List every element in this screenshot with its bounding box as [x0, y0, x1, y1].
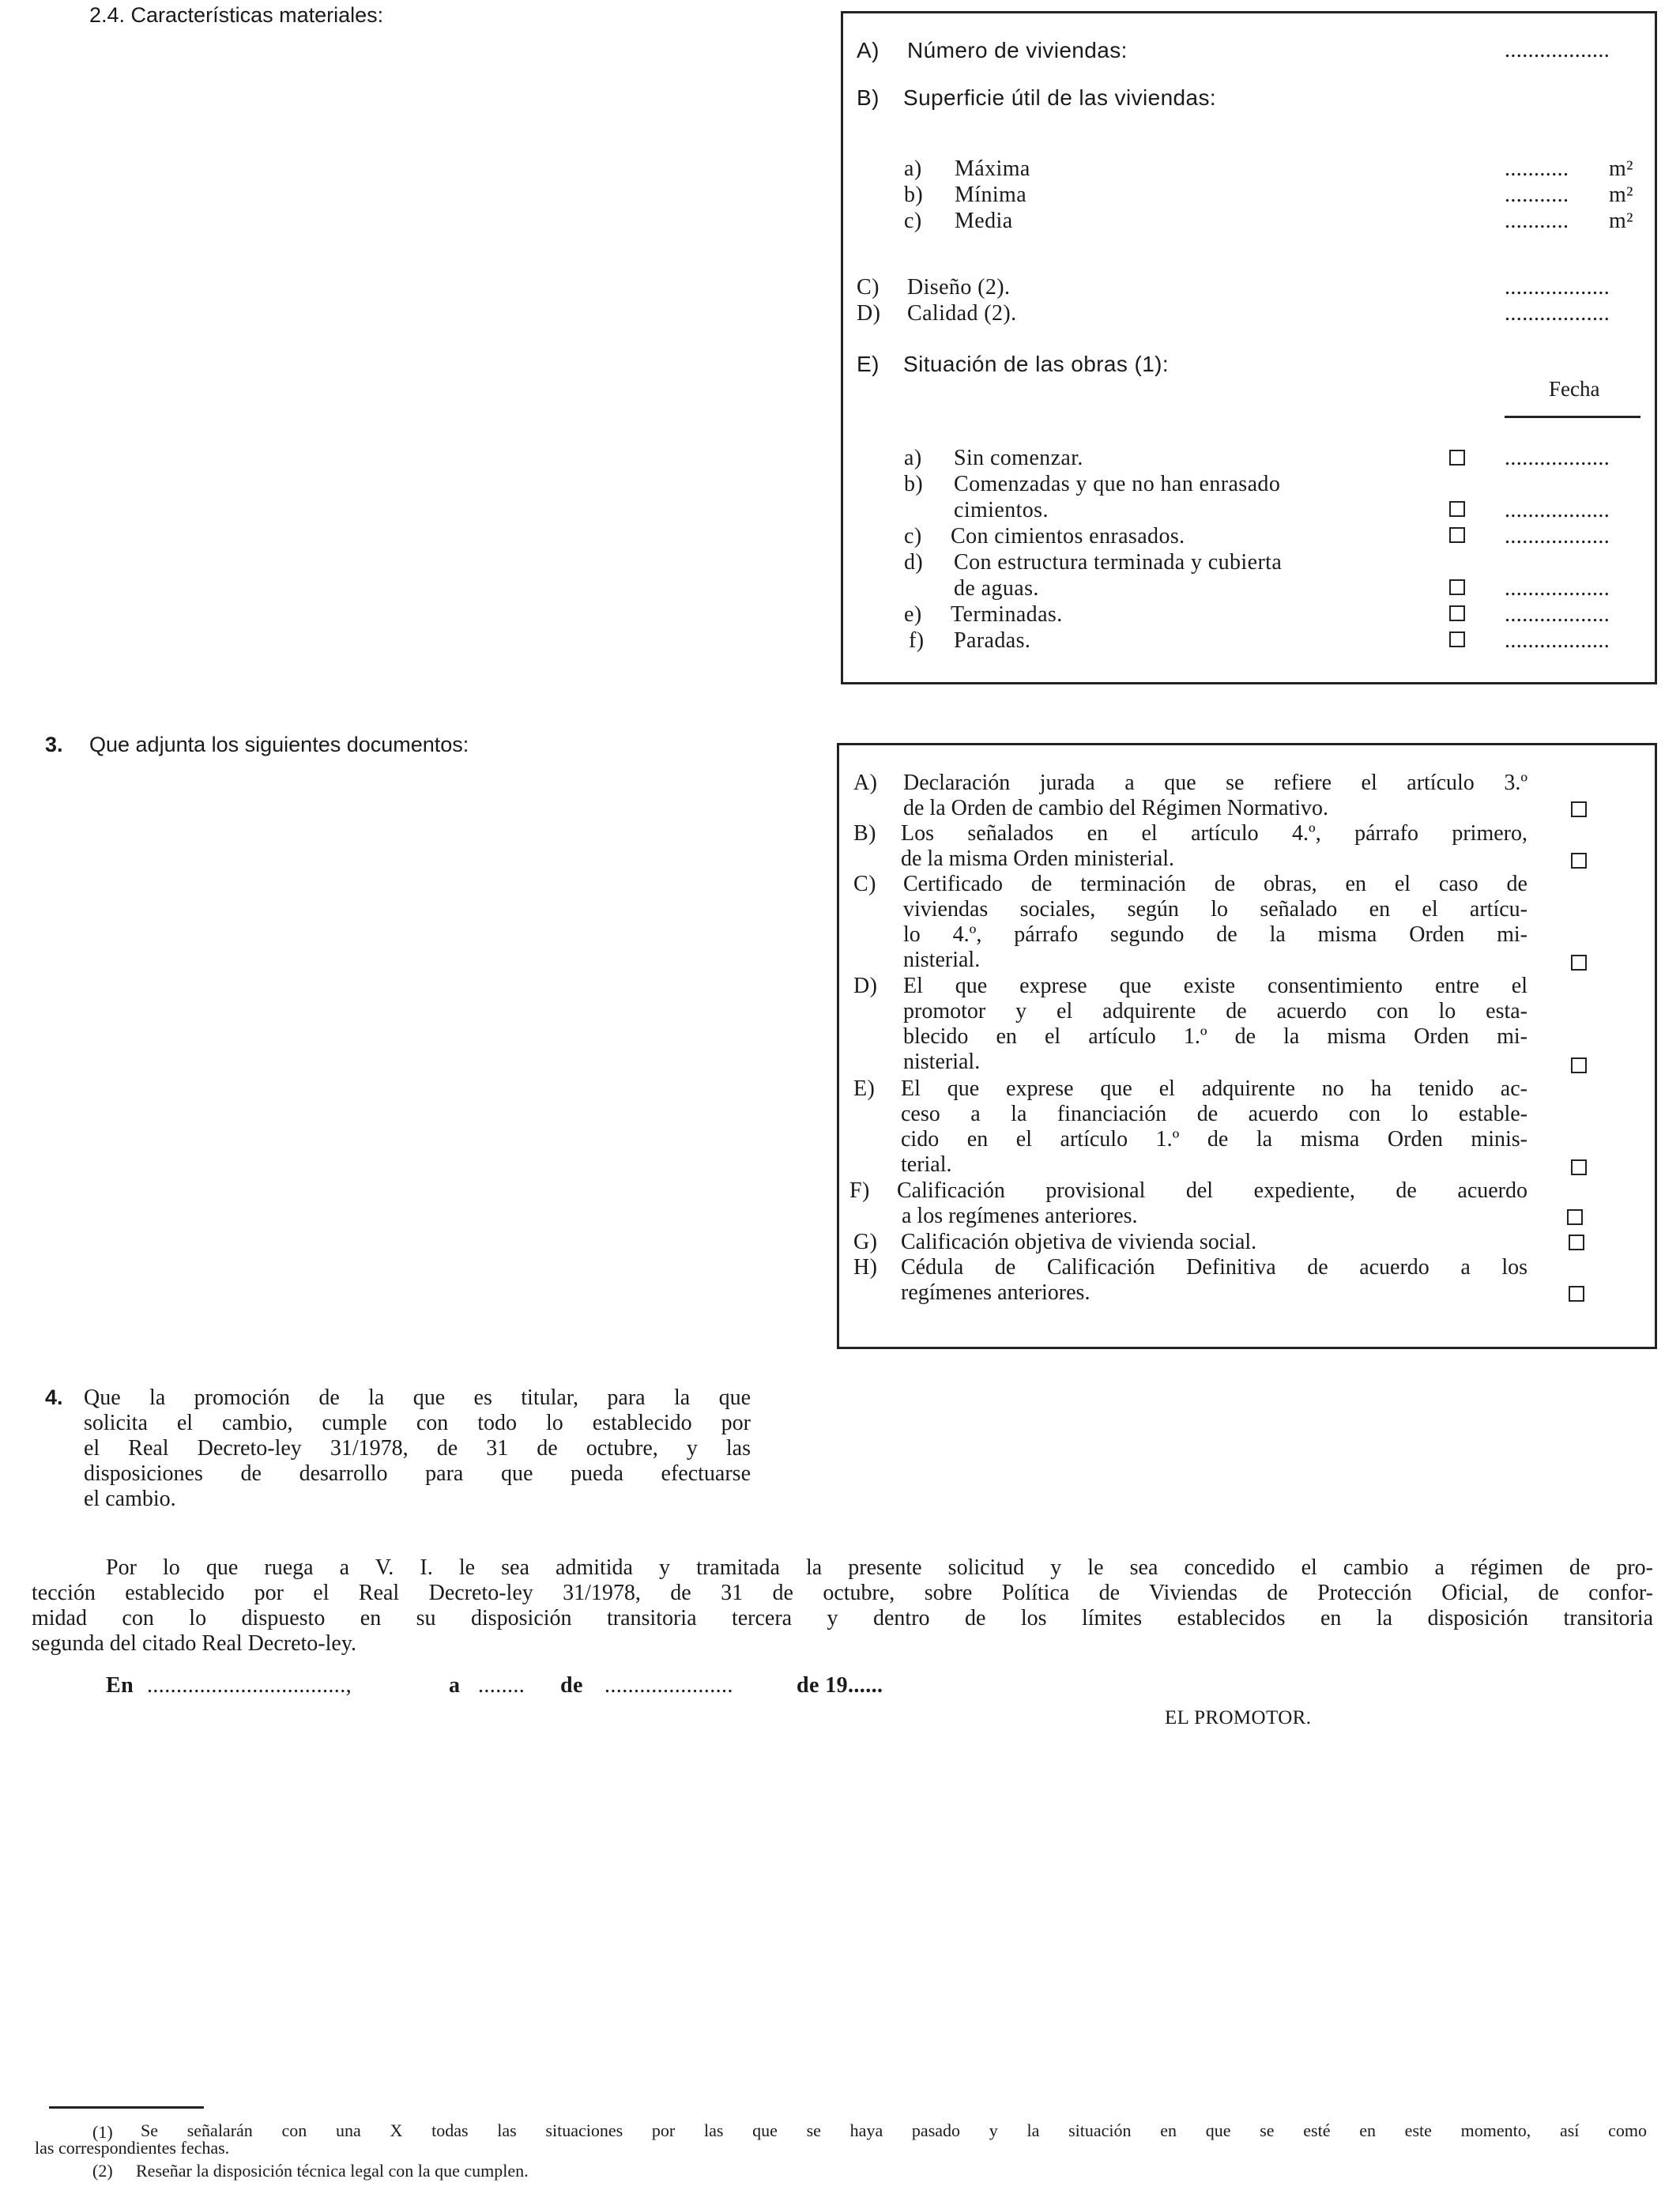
size-min-letter: b)	[904, 183, 924, 207]
signature-place-dots[interactable]: ..................................,	[147, 1673, 352, 1698]
situation-d-dots: ..................	[1505, 576, 1610, 601]
doc-b-checkbox[interactable]	[1571, 853, 1587, 869]
item-d-label: Calidad (2).	[907, 301, 1017, 326]
item-d-letter: D)	[857, 301, 881, 326]
doc-a-checkbox[interactable]	[1571, 801, 1587, 817]
doc-e-checkbox[interactable]	[1571, 1159, 1587, 1175]
situation-e-letter: e)	[904, 602, 922, 627]
doc-f-letter: F)	[849, 1178, 870, 1203]
doc-d-text: El que exprese que existe consentimiento entre el promotor y el adquirente de acuerdo con lo esta- blecido en el artículo 1.º de la misma Orden mi- nisterial.	[903, 974, 1527, 1074]
doc-f-checkbox[interactable]	[1567, 1209, 1583, 1225]
doc-h-checkbox[interactable]	[1569, 1286, 1584, 1302]
item-c-dots: ..................	[1505, 275, 1610, 300]
section-2-4-title: 2.4. Características materiales:	[89, 3, 384, 27]
situation-e-checkbox[interactable]	[1449, 605, 1465, 621]
section-3-title: Que adjunta los siguientes documentos:	[89, 733, 469, 756]
size-avg-label: Media	[955, 209, 1013, 233]
situation-f-checkbox[interactable]	[1449, 631, 1465, 647]
size-max-dots: ...........	[1505, 156, 1569, 181]
situation-a-letter: a)	[904, 446, 922, 470]
fecha-header: Fecha	[1549, 377, 1600, 401]
signature-promotor: EL PROMOTOR.	[1165, 1707, 1312, 1728]
doc-g-letter: G)	[853, 1230, 878, 1254]
size-min-unit: m²	[1609, 183, 1633, 207]
item-c-letter: C)	[857, 275, 880, 300]
doc-a-letter: A)	[853, 771, 878, 795]
situation-b-dots: ..................	[1505, 498, 1610, 522]
doc-g-text: Calificación objetiva de vivienda social.	[901, 1230, 1257, 1254]
doc-e-text: El que exprese que el adquirente no ha tenido ac- ceso a la financiación de acuerdo con lo estable- cido en el artículo 1.º de la misma Orden minis- terial.	[901, 1076, 1527, 1177]
request-paragraph: Por lo que ruega a V. I. le sea admitida y tramitada la presente solicitud y le sea concedido el cambio a régimen de pro- tección establecido por el Real Decreto-ley 31/1978, de 31 de octubre, sobre Política de Viviendas de Protección Oficial, de confor- midad con lo dispuesto en su disposición transitoria tercera y dentro de los límites establecidos en la disposición transitoria segunda del citado Real Decreto-ley.	[32, 1555, 1653, 1656]
situation-d-label-cont: de aguas.	[954, 576, 1039, 601]
signature-month-dots[interactable]: ......................	[605, 1673, 733, 1698]
signature-en: En	[106, 1673, 134, 1698]
item-a-dots: ..................	[1505, 38, 1610, 62]
size-avg-unit: m²	[1609, 209, 1633, 233]
size-min-label: Mínima	[955, 183, 1027, 207]
situation-a-label: Sin comenzar.	[954, 446, 1083, 470]
situation-a-dots: ..................	[1505, 446, 1610, 470]
situation-c-dots: ..................	[1505, 524, 1610, 548]
footnote-1-mark: (1)	[92, 2122, 113, 2142]
item-e-label: Situación de las obras (1):	[903, 352, 1170, 376]
situation-b-label: Comenzadas y que no han enrasado	[954, 472, 1281, 496]
situation-b-checkbox[interactable]	[1449, 501, 1465, 517]
situation-f-letter: f)	[909, 628, 925, 653]
signature-year: de 19......	[797, 1673, 883, 1698]
size-min-dots: ...........	[1505, 183, 1569, 207]
doc-c-letter: C)	[853, 872, 876, 896]
item-b-label: Superficie útil de las viviendas:	[903, 85, 1217, 110]
doc-f-text: Calificación provisional del expediente, de acuerdo a los regímenes anteriores.	[897, 1178, 1527, 1228]
item-c-label: Diseño (2).	[907, 275, 1011, 300]
doc-b-text: Los señalados en el artículo 4.º, párrafo primero, de la misma Orden ministerial.	[901, 821, 1527, 871]
situation-d-letter: d)	[904, 550, 924, 575]
size-avg-letter: c)	[904, 209, 922, 233]
situation-d-checkbox[interactable]	[1449, 579, 1465, 595]
situation-a-checkbox[interactable]	[1449, 450, 1465, 466]
item-a-label: Número de viviendas:	[907, 38, 1128, 62]
size-max-unit: m²	[1609, 156, 1633, 181]
situation-c-letter: c)	[904, 524, 922, 548]
section-3-number: 3.	[45, 733, 63, 756]
doc-c-checkbox[interactable]	[1571, 955, 1587, 971]
doc-e-letter: E)	[853, 1076, 876, 1101]
signature-a: a	[449, 1673, 461, 1698]
situation-c-label: Con cimientos enrasados.	[951, 524, 1185, 548]
situation-d-label: Con estructura terminada y cubierta	[954, 550, 1283, 575]
doc-b-letter: B)	[853, 821, 876, 846]
doc-a-text: Declaración jurada a que se refiere el artículo 3.º de la Orden de cambio del Régimen Normativo.	[903, 771, 1527, 820]
situation-e-dots: ..................	[1505, 602, 1610, 627]
doc-d-letter: D)	[853, 974, 878, 998]
signature-de-1: de	[560, 1673, 583, 1698]
doc-h-letter: H)	[853, 1255, 878, 1280]
situation-b-letter: b)	[904, 472, 924, 496]
size-avg-dots: ...........	[1505, 209, 1569, 233]
item-d-dots: ..................	[1505, 301, 1610, 326]
item-e-letter: E)	[857, 352, 880, 376]
size-max-letter: a)	[904, 156, 922, 181]
situation-c-checkbox[interactable]	[1449, 527, 1465, 543]
situation-f-label: Paradas.	[954, 628, 1031, 653]
section-4-text: Que la promoción de la que es titular, para la que solicita el cambio, cumple con todo lo establecido por el Real Decreto-ley 31/1978, de 31 de octubre, y las disposiciones de desarrollo para que pueda efectuarse el cambio.	[84, 1385, 751, 1511]
situation-f-dots: ..................	[1505, 628, 1610, 653]
situation-b-label-cont: cimientos.	[954, 498, 1049, 522]
fecha-rule	[1505, 416, 1640, 418]
situation-e-label: Terminadas.	[951, 602, 1063, 627]
item-b-letter: B)	[857, 85, 880, 110]
footnote-2-mark: (2)	[92, 2161, 113, 2181]
signature-day-dots[interactable]: ........	[478, 1673, 525, 1698]
footnote-2-text: Reseñar la disposición técnica legal con la que cumplen.	[136, 2161, 529, 2181]
footnote-separator	[49, 2106, 204, 2109]
size-max-label: Máxima	[955, 156, 1030, 181]
doc-d-checkbox[interactable]	[1571, 1057, 1587, 1073]
doc-g-checkbox[interactable]	[1569, 1235, 1584, 1250]
footnote-1-text: Se señalarán con una X todas las situaciones por las que se haya pasado y la situación en que se esté en este momento, así como las correspondientes fechas.	[35, 2120, 1647, 2158]
item-a-letter: A)	[857, 38, 880, 62]
section-4-number: 4.	[45, 1385, 63, 1409]
doc-h-text: Cédula de Calificación Definitiva de acuerdo a los regímenes anteriores.	[901, 1255, 1527, 1305]
doc-c-text: Certificado de terminación de obras, en el caso de viviendas sociales, según lo señalado en el artícu- lo 4.º, párrafo segundo de la misma Orden mi- nisterial.	[903, 872, 1527, 972]
